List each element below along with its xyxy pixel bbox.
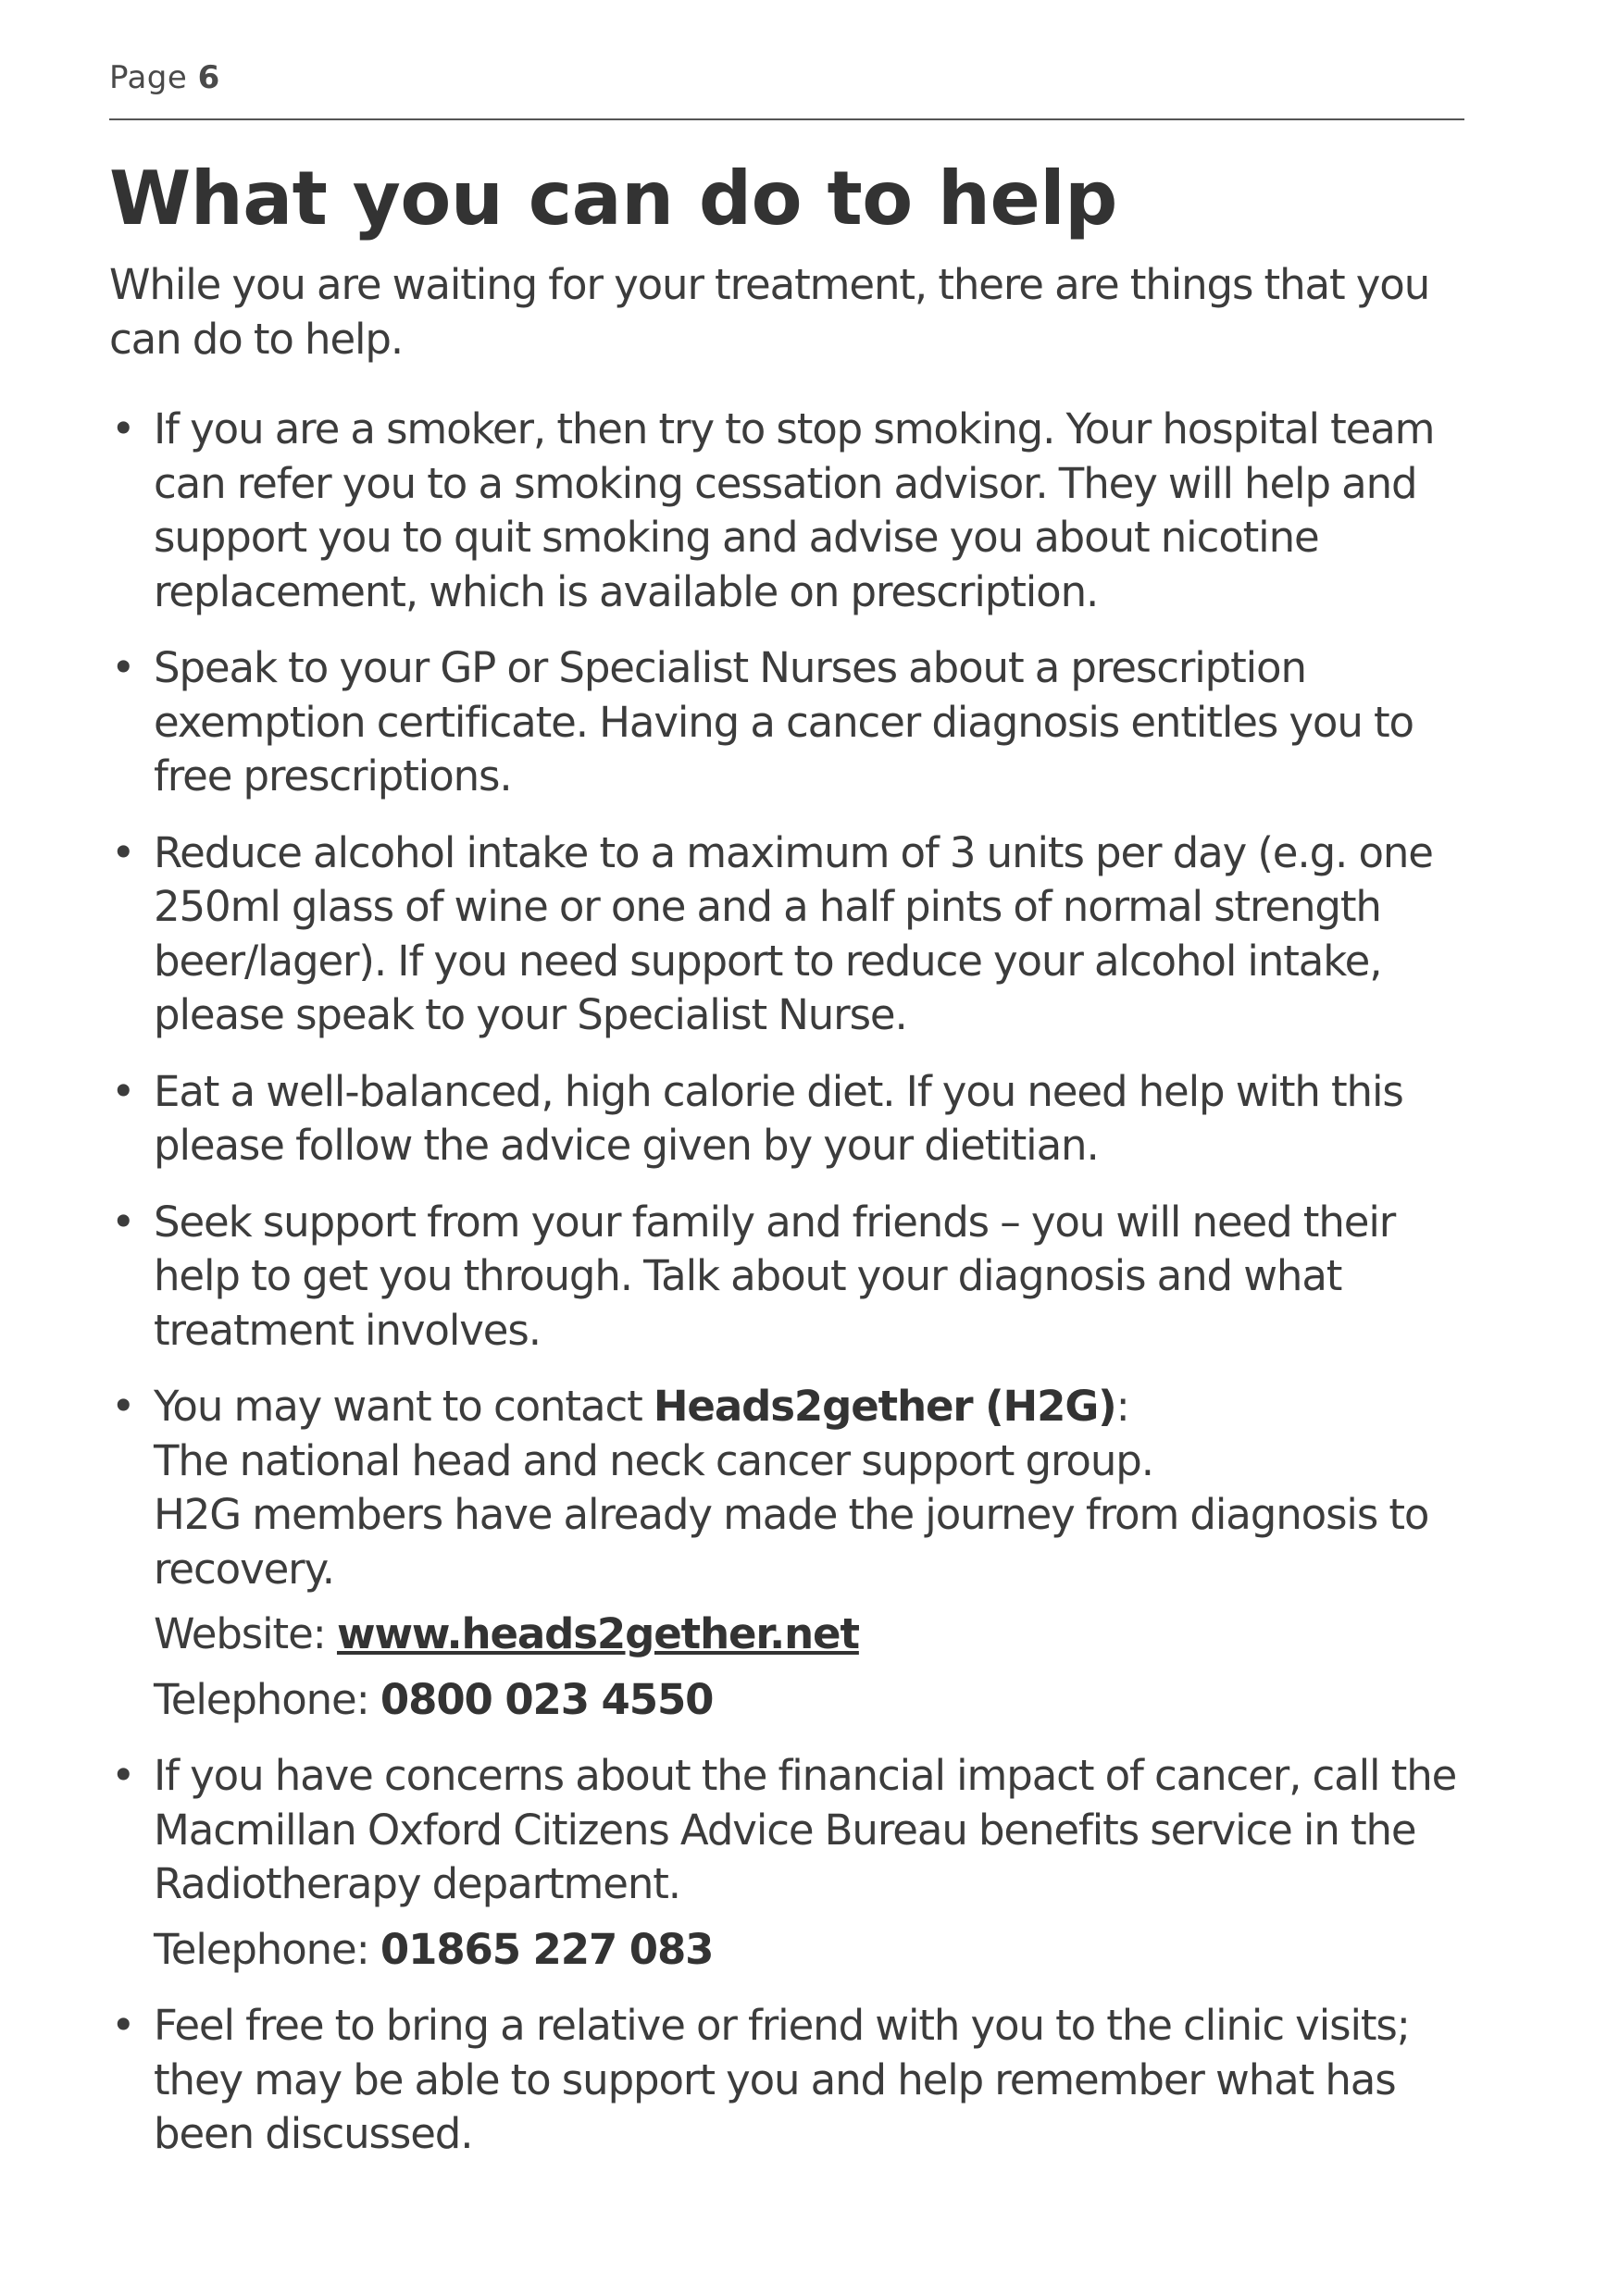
list-item-smoking [109, 403, 1464, 619]
website-link[interactable]: www.heads2gether.net [336, 1609, 859, 1658]
list-item-family-support [109, 1196, 1464, 1359]
telephone-line [154, 1923, 1464, 1978]
organisation-name: Heads2gether (H2G) [653, 1382, 1116, 1431]
bullet-point: • [111, 1382, 135, 1431]
colon: : [1115, 1382, 1129, 1431]
bullet-point: • [111, 2001, 135, 2050]
page-label: Page [109, 59, 188, 96]
bullet-point: • [111, 827, 135, 877]
intro-paragraph: While you are waiting for your treatment, there are things that you can do to help. [109, 260, 1430, 364]
telephone-label: Telephone: [154, 1924, 369, 1974]
page-title: What you can do to help [109, 155, 1117, 242]
bullet-point: • [111, 643, 135, 692]
telephone-number: 0800 023 4550 [380, 1674, 714, 1724]
list-item-text: Feel free to bring a relative or friend with you to the clinic visits; they may be able to support you and help remember what has been discussed. [154, 2001, 1410, 2158]
list-item-financial-support [109, 1749, 1464, 1977]
list-item-text: If you are a smoker, then try to stop smoking. Your hospital team can refer you to a smoking cessation advisor. They will help and support you to quit smoking and advise you about nicotine replacement, which is available on prescription. [154, 404, 1435, 616]
bullet-point: • [111, 1751, 135, 1800]
list-item-text [154, 1380, 1464, 1596]
website-label: Website: [154, 1609, 326, 1658]
list-item-text: If you have concerns about the financial impact of cancer, call the Macmillan Oxford Citizens Advice Bureau benefits service in the Radiotherapy department. [154, 1751, 1457, 1908]
list-item-diet [109, 1065, 1464, 1173]
bullet-point: • [111, 1197, 135, 1247]
telephone-label: Telephone: [154, 1674, 369, 1724]
list-item-text: Speak to your GP or Specialist Nurses about a prescription exemption certificate. Having a cancer diagnosis entitles you to free prescriptions. [154, 643, 1414, 800]
contact-lead-text: You may want to contact [154, 1382, 642, 1431]
list-item-prescription [109, 641, 1464, 804]
header-divider [109, 118, 1464, 120]
organisation-members-text: H2G members have already made the journey from diagnosis to recovery. [154, 1490, 1429, 1594]
bullet-point: • [111, 1066, 135, 1116]
list-item-text: Seek support from your family and friends – you will need their help to get you through. Talk about your diagnosis and what treatment involves. [154, 1197, 1396, 1355]
list-item-heads2gether [109, 1380, 1464, 1727]
website-line [154, 1607, 1464, 1662]
bullet-point: • [111, 404, 135, 453]
list-item-text: Eat a well-balanced, high calorie diet. If you need help with this please follow the advice given by your dietitian. [154, 1066, 1403, 1170]
list-item-text: Reduce alcohol intake to a maximum of 3 units per day (e.g. one 250ml glass of wine or one and a half pints of normal strength beer/lager). If you need support to reduce your alcohol intake, please speak to your Specialist Nurse. [154, 827, 1433, 1039]
list-item-bring-companion [109, 1999, 1464, 2162]
telephone-line [154, 1673, 1464, 1728]
page-header [109, 59, 220, 96]
page-number: 6 [197, 59, 220, 96]
organisation-description: The national head and neck cancer support group. [154, 1435, 1153, 1485]
list-item-alcohol [109, 826, 1464, 1043]
telephone-number: 01865 227 083 [380, 1924, 714, 1974]
advice-list [109, 403, 1464, 2184]
